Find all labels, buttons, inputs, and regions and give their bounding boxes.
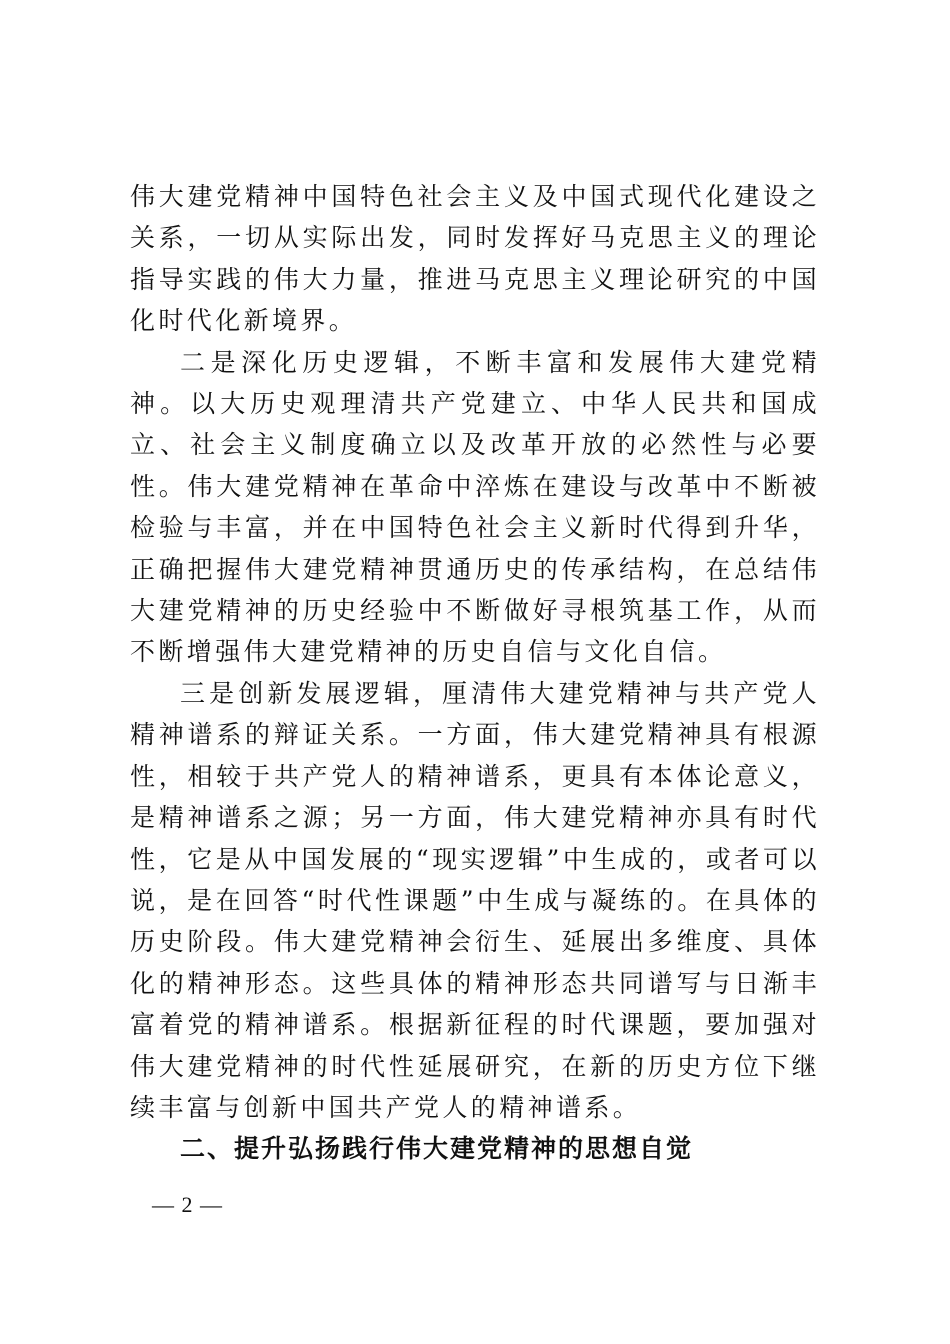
paragraph-development-logic: 三是创新发展逻辑，厘清伟大建党精神与共产党人精神谱系的辩证关系。一方面，伟大建党精神具有根源性，相较于共产党人的精神谱系，更具有本体论意义，是精神谱系之源；另一方面，伟大建党精神亦具有时代性，它是从中国发展的“现实逻辑”中生成的，或者可以说，是在回答“时代性课题”中生成与凝练的。在具体的历史阶段。伟大建党精神会衍生、延展出多维度、具体化的精神形态。这些具体的精神形态共同谱写与日渐丰富着党的精神谱系。根据新征程的时代课题，要加强对伟大建党精神的时代性延展研究，在新的历史方位下继续丰富与创新中国共产党人的精神谱系。 <box>130 678 820 1122</box>
page-number: — 2 — <box>152 1192 223 1217</box>
paragraph-historical-logic: 二是深化历史逻辑，不断丰富和发展伟大建党精神。以大历史观理清共产党建立、中华人民共和国成立、社会主义制度确立以及改革开放的必然性与必要性。伟大建党精神在革命中淬炼在建设与改革中不断被检验与丰富，并在中国特色社会主义新时代得到升华，正确把握伟大建党精神贯通历史的传承结构，在总结伟大建党精神的历史经验中不断做好寻根筑基工作，从而不断增强伟大建党精神的历史自信与文化自信。 <box>130 347 820 667</box>
document-body <box>130 176 820 1170</box>
paragraph-continuation: 伟大建党精神中国特色社会主义及中国式现代化建设之关系，一切从实际出发，同时发挥好马克思主义的理论指导实践的伟大力量，推进马克思主义理论研究的中国化时代化新境界。 <box>130 182 820 336</box>
section-heading: 二、提升弘扬践行伟大建党精神的思想自觉 <box>180 1134 694 1164</box>
